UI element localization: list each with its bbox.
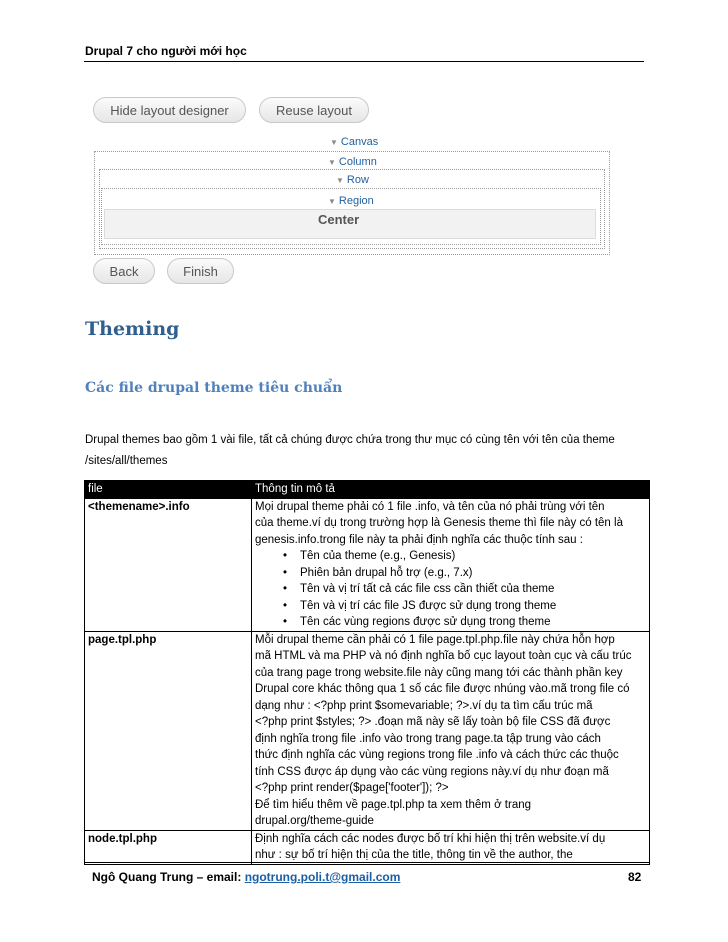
- back-button[interactable]: Back: [93, 258, 155, 284]
- column-label[interactable]: ▼ Column: [328, 156, 377, 168]
- section-heading: Theming: [85, 318, 180, 340]
- description-line: tính CSS được áp dụng vào các vùng regions này.ví dụ như đoạn mã: [255, 765, 609, 778]
- file-name-cell: node.tpl.php: [85, 830, 252, 864]
- header-file: file: [85, 481, 252, 499]
- description-line: Mọi drupal theme phải có 1 file .info, và tên của nó phải trùng với tên: [255, 500, 605, 513]
- footer-author: Ngô Quang Trung – email:: [92, 870, 245, 884]
- property-list: [255, 548, 646, 631]
- intro-paragraph: [85, 430, 655, 472]
- hide-layout-designer-button[interactable]: Hide layout designer: [93, 97, 246, 123]
- description-line: Để tìm hiểu thêm về page.tpl.php ta xem thêm ở trang: [255, 798, 532, 811]
- description-line: Drupal core khác thông qua 1 số các file được nhúng vào.mã trong file có: [255, 683, 630, 695]
- description-line: định nghĩa trong file .info vào trong trang page.ta tập trung vào cách: [255, 732, 601, 745]
- header-rule: [84, 61, 644, 62]
- center-region-label: Center: [318, 212, 360, 227]
- description-line: của trang page trong website.file này cũng mang tới các thành phần key: [255, 666, 623, 679]
- description-line: genesis.info.trong file này ta phải định nghĩa các thuộc tính sau :: [255, 533, 583, 546]
- finish-button[interactable]: Finish: [167, 258, 234, 284]
- collapse-triangle-icon: ▼: [330, 138, 338, 147]
- collapse-triangle-icon: ▼: [336, 176, 344, 185]
- theme-files-table: [84, 480, 650, 865]
- collapse-triangle-icon: ▼: [328, 158, 336, 167]
- canvas-label[interactable]: ▼ Canvas: [330, 136, 379, 148]
- collapse-triangle-icon: ▼: [328, 197, 336, 206]
- table-header-row: [85, 481, 650, 499]
- running-footer: [92, 870, 400, 884]
- description-cell: [252, 498, 650, 631]
- description-line: mã HTML và ma PHP và nó định nghĩa bố cục layout toàn cục và cấu trúc: [255, 650, 632, 662]
- description-line: <?php print render($page['footer']); ?>: [255, 782, 449, 794]
- description-line: Định nghĩa cách các nodes được bố trí khi hiện thị trên website.ví dụ: [255, 832, 606, 845]
- file-name-cell: <themename>.info: [85, 498, 252, 631]
- file-name-cell: page.tpl.php: [85, 631, 252, 830]
- list-item: • Tên và vị trí các file JS được sử dụng trong theme: [300, 598, 646, 615]
- description-line: như : sự bố trí hiện thị của the title, thông tin về the author, the: [255, 849, 573, 861]
- description-line: thức định nghĩa các vùng regions trong file .info và cách thức các thuộc: [255, 749, 619, 761]
- description-line: của theme.ví dụ trong trường hợp là Genesis theme thì file này có tên là: [255, 517, 623, 529]
- description-line: Mỗi drupal theme cần phải có 1 file page.tpl.php.file này chứa hỗn hợp: [255, 633, 615, 646]
- row-label[interactable]: ▼ Row: [336, 174, 369, 186]
- list-item: • Tên và vị trí tất cả các file css cần thiết của theme: [300, 581, 646, 598]
- table-row: [85, 498, 650, 631]
- description-line: drupal.org/theme-guide: [255, 815, 374, 827]
- table-row: [85, 631, 650, 830]
- reuse-layout-button[interactable]: Reuse layout: [259, 97, 369, 123]
- region-label[interactable]: ▼ Region: [328, 195, 374, 207]
- description-cell: [252, 830, 650, 864]
- page-number: 82: [628, 870, 642, 884]
- list-item: • Phiên bản drupal hỗ trợ (e.g., 7.x): [300, 565, 646, 582]
- footer-rule: [84, 862, 650, 863]
- list-item: • Tên của theme (e.g., Genesis): [300, 548, 646, 565]
- description-line: dạng như : <?php print $somevariable; ?>.ví dụ ta tìm cấu trúc mã: [255, 699, 593, 712]
- intro-line: Drupal themes bao gồm 1 vài file, tất cả chúng được chứa trong thư mục có cùng tên với tên của theme: [85, 434, 615, 446]
- header-info: Thông tin mô tả: [252, 481, 650, 499]
- subsection-heading: Các file drupal theme tiêu chuẩn: [85, 380, 343, 396]
- running-header: Drupal 7 cho người mới học: [85, 44, 247, 58]
- description-line: <?php print $styles; ?> .đoạn mã này sẽ lấy toàn bộ file CSS đã được: [255, 716, 611, 728]
- intro-path: /sites/all/themes: [85, 455, 168, 467]
- table-row: [85, 830, 650, 864]
- list-item: • Tên các vùng regions được sử dụng trong theme: [300, 614, 646, 631]
- description-cell: [252, 631, 650, 830]
- footer-email-link[interactable]: ngotrung.poli.t@gmail.com: [244, 870, 401, 884]
